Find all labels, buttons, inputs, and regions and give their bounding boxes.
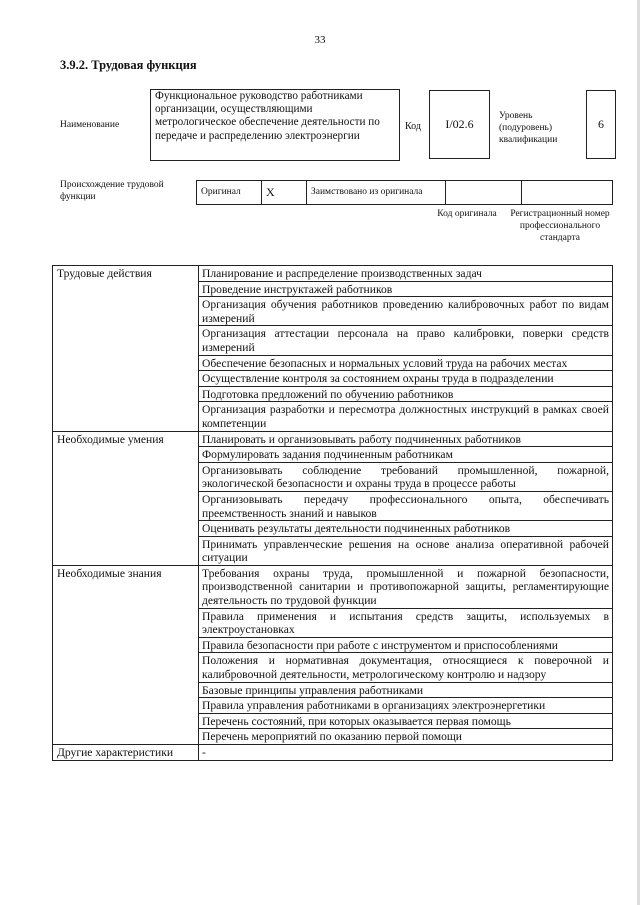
name-value: Функциональное руководство работниками организации, осуществляющими метрологическое обеспечение деятельности по передаче и распределению электроэнергии bbox=[150, 89, 400, 161]
table-row bbox=[53, 745, 613, 761]
list-item: Осуществление контроля за состоянием охраны труда в подразделении bbox=[199, 371, 613, 387]
section-heading: Другие характеристики bbox=[53, 745, 199, 761]
list-item: - bbox=[199, 745, 613, 761]
section-heading: Необходимые умения bbox=[53, 431, 199, 565]
table-row bbox=[53, 565, 613, 608]
borrowed-label: Заимствовано из оригинала bbox=[307, 181, 446, 205]
list-item: Организация обучения работников проведению калибровочных работ по видам измерений bbox=[199, 297, 613, 326]
section-heading: Необходимые знания bbox=[53, 565, 199, 744]
list-item: Правила безопасности при работе с инструментом и приспособлениями bbox=[199, 637, 613, 653]
list-item: Планировать и организовывать работу подчиненных работников bbox=[199, 431, 613, 447]
list-item: Формулировать задания подчиненным работникам bbox=[199, 447, 613, 463]
list-item: Организация разработки и пересмотра должностных инструкций в рамках своей компетенции bbox=[199, 402, 613, 431]
function-table bbox=[52, 265, 613, 761]
code-original-cell bbox=[446, 181, 522, 205]
list-item: Принимать управленческие решения на основе анализа оперативной рабочей ситуации bbox=[199, 536, 613, 565]
section-title: 3.9.2. Трудовая функция bbox=[60, 58, 197, 72]
list-item: Организовывать соблюдение требований промышленной, пожарной, экологической безопасности и охраны труда в процессе работы bbox=[199, 462, 613, 491]
list-item: Проведение инструктажей работников bbox=[199, 281, 613, 297]
page-number: 33 bbox=[314, 34, 326, 46]
list-item: Обеспечение безопасных и нормальных условий труда на рабочих местах bbox=[199, 355, 613, 371]
list-item: Организация аттестации персонала на право калибровки, поверки средств измерений bbox=[199, 326, 613, 355]
table-row bbox=[53, 266, 613, 282]
list-item: Подготовка предложений по обучению работников bbox=[199, 386, 613, 402]
list-item: Перечень мероприятий по оказанию первой помощи bbox=[199, 729, 613, 745]
list-item: Перечень состояний, при которых оказывается первая помощь bbox=[199, 713, 613, 729]
list-item: Положения и нормативная документация, относящиеся к поверочной и калибровочной деятельности, метрологическому контролю и надзору bbox=[199, 653, 613, 682]
code-original-label: Код оригинала bbox=[437, 209, 497, 219]
table-row bbox=[53, 431, 613, 447]
level-label: Уровень (подуровень) квалификации bbox=[499, 111, 558, 145]
code-label: Код bbox=[405, 121, 421, 132]
list-item: Правила управления работниками в организациях электроэнергетики bbox=[199, 698, 613, 714]
section-heading: Трудовые действия bbox=[53, 266, 199, 432]
reg-number-label: Регистрационный номер профессионального стандарта bbox=[510, 209, 610, 243]
list-item: Базовые принципы управления работниками bbox=[199, 682, 613, 698]
list-item: Планирование и распределение производственных задач bbox=[199, 266, 613, 282]
reg-number-cell bbox=[522, 181, 613, 205]
origin-label: Происхождение трудовой функции bbox=[60, 180, 164, 202]
list-item: Оценивать результаты деятельности подчиненных работников bbox=[199, 521, 613, 537]
list-item: Правила применения и испытания средств защиты, используемых в электроустановках bbox=[199, 608, 613, 637]
name-label: Наименование bbox=[60, 120, 120, 130]
code-value: I/02.6 bbox=[429, 90, 490, 159]
list-item: Требования охраны труда, промышленной и пожарной безопасности, производственной санитарии и противопожарной защиты, регламентирующие деятельность по трудовой функции bbox=[199, 565, 613, 608]
list-item: Организовывать передачу профессионального опыта, обеспечивать преемственность знаний и навыков bbox=[199, 491, 613, 520]
original-label: Оригинал bbox=[197, 181, 262, 205]
original-mark: X bbox=[262, 181, 307, 205]
level-value: 6 bbox=[586, 90, 616, 159]
origin-table bbox=[196, 180, 613, 205]
